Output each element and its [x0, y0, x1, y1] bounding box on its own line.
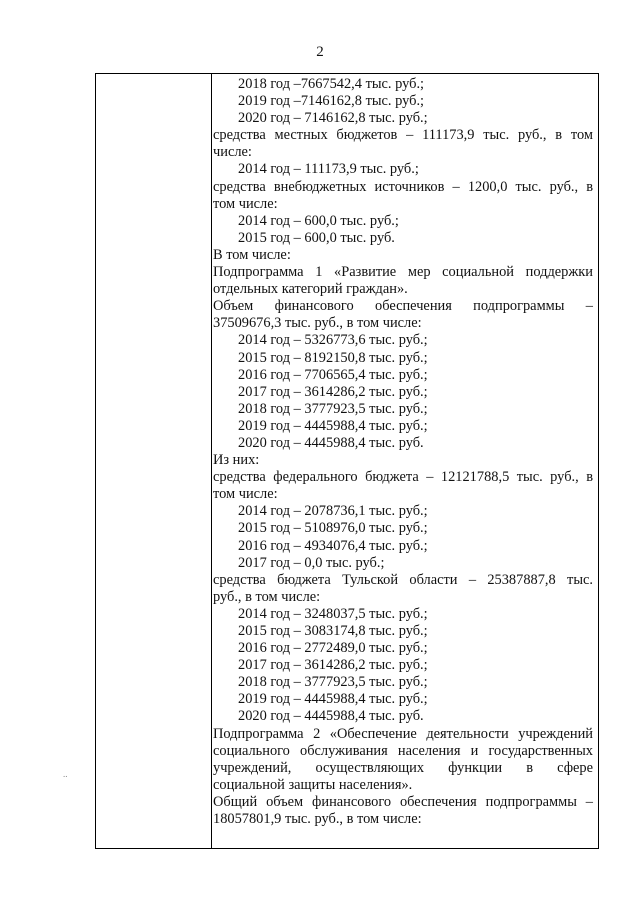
text-line: 2015 год – 5108976,0 тыс. руб.;	[238, 520, 428, 537]
text-line: средства местных бюджетов – 111173,9 тыс. руб., в том	[213, 127, 593, 144]
text-line: 18057801,9 тыс. руб., в том числе:	[213, 811, 422, 828]
text-line: учреждений, осуществляющих функции в сфере	[213, 759, 593, 776]
text-line: В том числе:	[213, 246, 291, 263]
text-line: 2014 год – 3248037,5 тыс. руб.;	[238, 605, 428, 622]
text-line: 2019 год – 4445988,4 тыс. руб.;	[238, 691, 428, 708]
text-line: средства бюджета Тульской области – 25387887,8 тыс.	[213, 571, 593, 588]
text-line: 2016 год – 2772489,0 тыс. руб.;	[238, 640, 428, 657]
text-line: отдельных категорий граждан».	[213, 281, 408, 298]
scan-mark: ..	[63, 769, 68, 779]
text-line: 2015 год – 3083174,8 тыс. руб.;	[238, 623, 428, 639]
text-line: руб., в том числе:	[213, 588, 321, 605]
table-right-column	[213, 76, 593, 828]
text-line: 2014 год – 111173,9 тыс. руб.;	[238, 161, 419, 178]
text-line: Общий объем финансового обеспечения подпрограммы –	[213, 793, 593, 810]
text-line: средства внебюджетных источников – 1200,0 тыс. руб., в	[213, 178, 593, 195]
text-line: 37509676,3 тыс. руб., в том числе:	[213, 315, 422, 332]
text-line: 2018 год – 3777923,5 тыс. руб.;	[238, 674, 428, 691]
text-line: 2020 год – 7146162,8 тыс. руб.;	[238, 110, 428, 127]
text-line: 2017 год – 0,0 тыс. руб.;	[238, 554, 385, 571]
text-line: 2017 год – 3614286,2 тыс. руб.;	[238, 383, 428, 400]
text-line: социальной защиты населения».	[213, 776, 413, 793]
text-line: социального обслуживания населения и государственных	[213, 742, 593, 759]
text-line: 2019 год – 4445988,4 тыс. руб.;	[238, 417, 428, 434]
text-line: Объем финансового обеспечения подпрограммы –	[213, 298, 593, 315]
text-line: 2014 год – 5326773,6 тыс. руб.;	[238, 332, 428, 349]
text-line: числе:	[213, 144, 252, 161]
document-table	[95, 73, 599, 849]
text-line: 2018 год –7667542,4 тыс. руб.;	[238, 76, 425, 92]
text-line: 2016 год – 4934076,4 тыс. руб.;	[238, 537, 428, 554]
text-line: 2014 год – 2078736,1 тыс. руб.;	[238, 503, 428, 520]
text-line: 2017 год – 3614286,2 тыс. руб.;	[238, 657, 428, 674]
text-line: 2016 год – 7706565,4 тыс. руб.;	[238, 366, 428, 383]
text-line: 2015 год – 8192150,8 тыс. руб.;	[238, 349, 428, 366]
text-line: Из них:	[213, 452, 260, 469]
table-left-column	[96, 74, 212, 848]
text-line: том числе:	[213, 486, 278, 503]
text-line: 2018 год – 3777923,5 тыс. руб.;	[238, 400, 428, 417]
text-line: 2020 год – 4445988,4 тыс. руб.	[238, 434, 424, 451]
text-line: 2014 год – 600,0 тыс. руб.;	[238, 212, 399, 229]
text-line: 2019 год –7146162,8 тыс. руб.;	[238, 93, 425, 110]
text-line: средства федерального бюджета – 12121788,5 тыс. руб., в	[213, 469, 593, 486]
text-line: 2020 год – 4445988,4 тыс. руб.	[238, 708, 424, 725]
text-line: 2015 год – 600,0 тыс. руб.	[238, 229, 395, 246]
text-line: Подпрограмма 2 «Обеспечение деятельности учреждений	[213, 725, 593, 742]
text-line: Подпрограмма 1 «Развитие мер социальной поддержки	[213, 264, 593, 281]
text-line: том числе:	[213, 195, 278, 212]
page-number: 2	[316, 44, 324, 60]
